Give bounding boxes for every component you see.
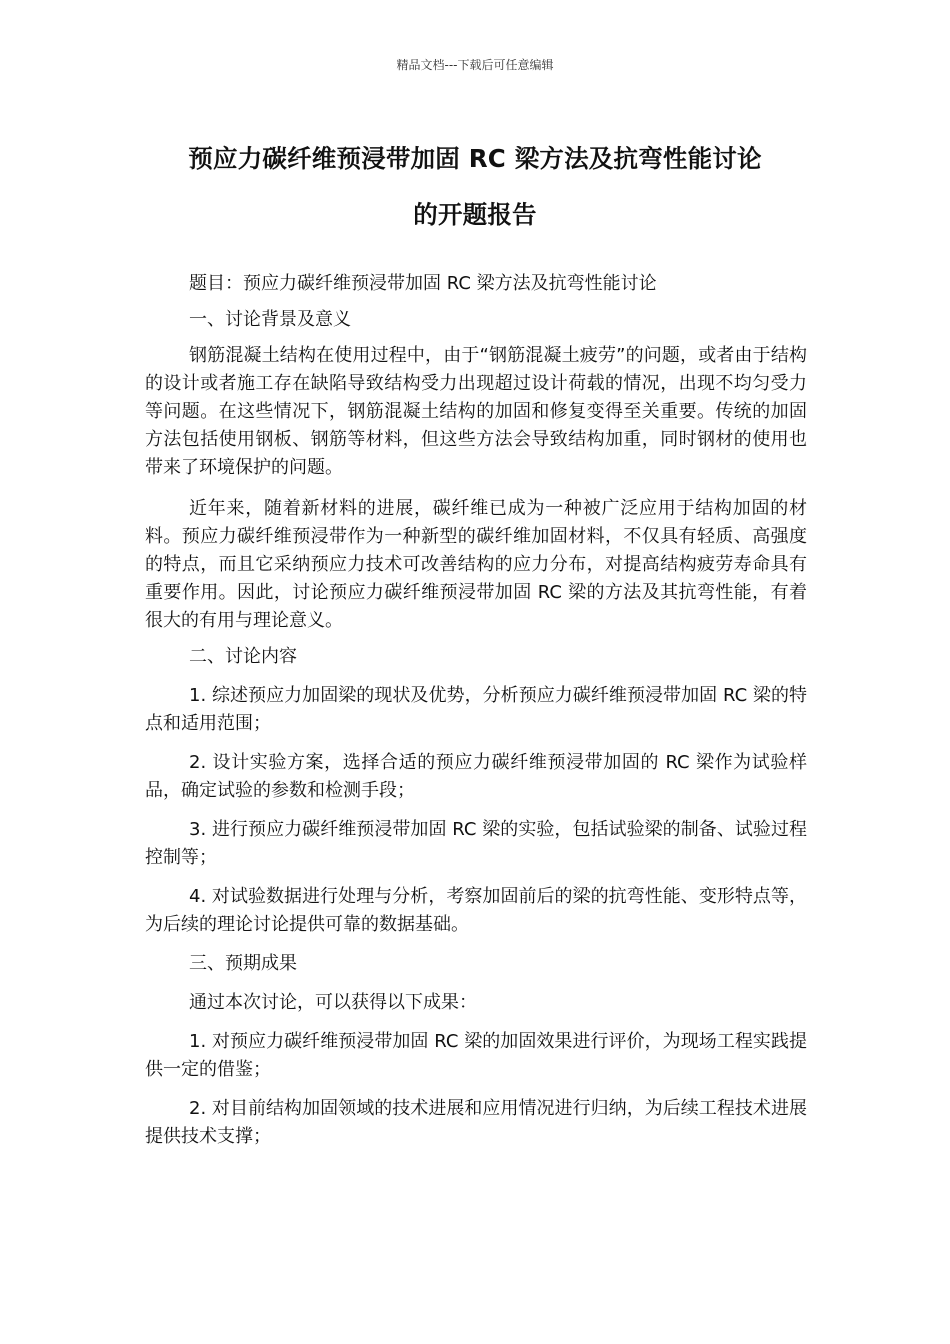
page-header: 精品文档---下载后可任意编辑 <box>396 58 554 72</box>
document-title <box>140 131 810 243</box>
section-heading-outcomes: 三、预期成果 <box>189 953 297 974</box>
outcomes-intro: 通过本次讨论，可以获得以下成果： <box>189 992 477 1013</box>
section-heading-content: 二、讨论内容 <box>189 646 297 667</box>
topic-line: 题目：预应力碳纤维预浸带加固 RC 梁方法及抗弯性能讨论 <box>189 273 657 294</box>
outcome-item-2: 2. 对目前结构加固领域的技术进展和应用情况进行归纳，为后续工程技术进展提供技术支撑； <box>145 1098 807 1147</box>
content-item-2: 2. 设计实验方案，选择合适的预应力碳纤维预浸带加固的 RC 梁作为试验样品，确定试验的参数和检测手段； <box>145 752 807 801</box>
document-body <box>145 270 807 1162</box>
paragraph-background-2: 近年来，随着新材料的进展，碳纤维已成为一种被广泛应用于结构加固的材料。预应力碳纤维预浸带作为一种新型的碳纤维加固材料，不仅具有轻质、高强度的特点，而且它采纳预应力技术可改善结构的应力分布，对提高结构疲劳寿命具有重要作用。因此，讨论预应力碳纤维预浸带加固 RC 梁的方法及其抗弯性能，有着很大的有用与理论意义。 <box>145 498 807 631</box>
content-item-3: 3. 进行预应力碳纤维预浸带加固 RC 梁的实验，包括试验梁的制备、试验过程控制等； <box>145 819 807 868</box>
paragraph-background-1: 钢筋混凝土结构在使用过程中，由于“钢筋混凝土疲劳”的问题，或者由于结构的设计或者施工存在缺陷导致结构受力出现超过设计荷载的情况，出现不均匀受力等问题。在这些情况下，钢筋混凝土结构的加固和修复变得至关重要。传统的加固方法包括使用钢板、钢筋等材料，但这些方法会导致结构加重，同时钢材的使用也带来了环境保护的问题。 <box>145 345 807 478</box>
content-item-4: 4. 对试验数据进行处理与分析，考察加固前后的梁的抗弯性能、变形特点等，为后续的理论讨论提供可靠的数据基础。 <box>145 886 807 935</box>
title-line-2: 的开题报告 <box>413 200 537 229</box>
outcome-item-1: 1. 对预应力碳纤维预浸带加固 RC 梁的加固效果进行评价，为现场工程实践提供一定的借鉴； <box>145 1031 807 1080</box>
content-item-1: 1. 综述预应力加固梁的现状及优势，分析预应力碳纤维预浸带加固 RC 梁的特点和适用范围； <box>145 685 807 734</box>
section-heading-background: 一、讨论背景及意义 <box>189 309 351 330</box>
title-line-1: 预应力碳纤维预浸带加固 RC 梁方法及抗弯性能讨论 <box>188 144 762 173</box>
